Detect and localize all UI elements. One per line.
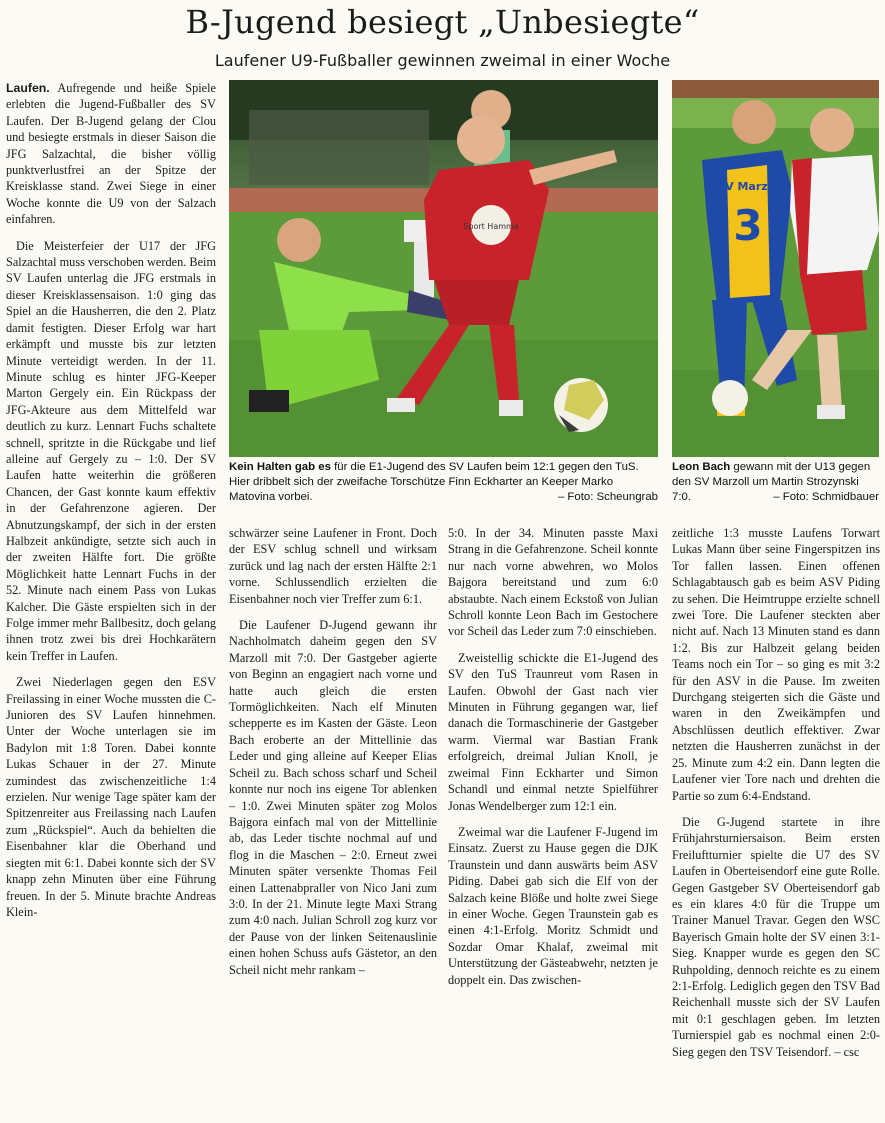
photo-caption-2 [672,460,879,508]
paragraph-4: schwärzer seine Laufener in Front. Doch der ESV schlug schnell und wirksam zurück und lag nach der ersten Hälfte 2:1 vorne. Schlussendlich erzielten die Eisenbahner noch vier Treffer zum 6:1. [229,526,437,606]
text-column-2 [229,525,437,1123]
paragraph-6: 5:0. In der 34. Minuten passte Maxi Strang in die Gefahrenzone. Scheil konnte nur nach vorne abwehren, wo Molos Bajgora bereitstand und zum 6:0 abstaubte. Nach einem Eckstoß von Julian Schroll konnte Leon Bach im Gestochere vor Scheil das Leder zum 7:0 einschieben. [448,526,658,639]
paragraph-3: Zwei Niederlagen gegen den ESV Freilassing in einer Woche mussten die C-Junioren des SV Laufen hinnehmen. Unter der Woche unterlagen sie im Badylon mit 1:8 Toren. Dabei konnte Lukas Schauer in der 27. Minute zumindest das zwischenzeitliche 1:4 erzielen. Nur wenige Tage später kam der Spitzenreiter aus Freilassing nach Laufen zum „Rückspiel“. Auch da behielten die Eisenbahner klar die Oberhand und siegten mit 6:1. Dabei konnte sich der SV knapp zehn Minuten über eine Führung freuen. In der 5. Minute brachte Andreas Klein- [6,675,216,919]
text-column-3 [448,525,658,1123]
dateline: Laufen. [6,81,50,95]
photo-credit-2: – Foto: Schmidbauer [773,491,879,503]
paragraph-5: Die Laufener D-Jugend gewann ihr Nachholmatch daheim gegen den SV Marzoll mit 7:0. Der Gastgeber agierte von Beginn an engagiert nach vorne und hatte auch gleich die ersten Tormöglichkeiten. Nach elf Minuten schepperte es im Kasten der Gäste. Leon Bach eroberte an der Mittellinie das Leder und ging alleine auf Keeper Elias Scheil zu. Bach schoss scharf und Scheil konnte nur noch ins eigene Tor ablenken – 1:0. Zwei Minuten später zog Molos Bajgora einfach mal von der Mittellinie ab, das Leder tischte nochmal auf und flog in die Maschen – 2:0. Erneut zwei Minuten später versenkte Thomas Feil einen Lattenabpraller von Nico Jani zum 3:0. In der 21. Minute legte Maxi Strang zum 4:0 nach. Julian Schroll zog kurz vor der Pause von der linken Seitenauslinie einen hohen Schuss aufs Gästetor, an den Scheil nicht mehr rankam – [229,618,437,977]
paragraph-1-text: Aufregende und heiße Spiele erlebten die Jugend-Fußballer des SV Laufen. Der B-Jugend gelang der Clou und besiegte erstmals in dieser Saison die JFG Salzachtal, die bisher völlig punktverlustfrei an der Spitze der Kreisklasse stand. Zwei Siege in einer Woche konnte die U9 von der Salzach einfahren. [6,81,216,227]
subheadline: Laufener U9-Fußballer gewinnen zweimal in einer Woche [214,51,671,70]
text-column-4 [672,525,880,1123]
photo-caption-1-lead: Kein Halten gab es [229,461,331,473]
paragraph-1 [6,80,216,228]
photo-caption-2-lead: Leon Bach [672,461,731,473]
paragraph-7: Zweistellig schickte die E1-Jugend des SV den TuS Traunreut vom Rasen in Laufen. Obwohl der Gast nach vier Minuten in Führung gegangen war, lief danach die Tormaschinerie der Gastgeber warm. Viermal war Bastian Frank erfolgreich, dreimal Julian Knoll, je zweimal Finn Eckharter und Simon Schandl und einmal netzte Spielführer Jonas Wendelberger zum 12:1 ein. [448,650,658,813]
photo-caption-1 [229,460,658,508]
jersey-text: SV Marzoll [717,180,783,193]
photo-caption-2-text: gewann mit der U13 gegen den SV Marzoll um Martin Strozynski 7:0. [672,461,871,503]
photo-u13-image [672,80,879,457]
paragraph-10: Die G-Jugend startete in ihre Frühjahrsturniersaison. Beim ersten Freiluftturnier spielte die U7 des SV Laufen in Oberteisendorf eine gute Rolle. Gegen Gastgeber SV Oberteisendorf gab es ein klares 4:0 für die Truppe um Trainer Manuel Travar. Gegen den WSC Bayerisch Gmain holte der SV einen 3:1-Sieg. Knapper wurde es gegen den SC Ruhpolding, dennoch reichte es zu einem 2:1-Erfolg. Lediglich gegen den TSV Bad Reichenhall musste sich der SV Laufen mit 0:1 geschlagen geben. Im letzten Turnierspiel gab es nochmal einen 2:0-Sieg gegen den TSV Teisendorf. – csc [672,814,880,1059]
photo-u13 [672,80,879,457]
paragraph-2: Die Meisterfeier der U17 der JFG Salzachtal muss verschoben werden. Beim SV Laufen unterlag die JFG erstmals in dieser Kreisklassensaison. 1:0 ging das Spiel an die Hausherren, die den 2. Platz damit festigten. Dieser Erfolg war hart erkämpft und musste bis zur letzten Minute verteidigt werden. In der 11. Minute schlug es hinter JFG-Keeper Marton Gergely ein. Ein Rückpass der JFG-Akteure aus dem Mittelfeld war deutlich zu kurz. Lennart Fuchs schaltete schnell, spritzte in die Rückgabe und lief alleine auf Gergely zu – 1:0. Der SV Laufen hatte weiterhin die größeren Chancen, der Gast konnte kaum effektiv in der Gefahrenzone agieren. Der Abnutzungskampf, der sich in der ersten Halbzeit ankündigte, setzte sich auch in der zweiten Hälfte fort. Die größte Möglichkeit hatte Lennart Fuchs in der 52. Minute nach einem Pass von Lukas Kalcher. Die Gäste erspielten sich in der Folge immer mehr Ballbesitz, doch gelang ihnen trotz zwei bis drei Hochkarätern kein Treffer in Laufen. [6,238,216,663]
photo-e1-jugend [229,80,658,457]
football [554,378,608,432]
photo-e1-jugend-image [229,80,658,457]
photo-caption-1-text: für die E1-Jugend des SV Laufen beim 12:1 gegen den TuS. Hier dribbelt sich der zweifache Torschütze Finn Eckharter an Keeper Marko Matovina vorbei. [229,461,639,503]
jersey-number: 3 [733,201,763,250]
jersey-sponsor: Sport Hamma [463,222,519,231]
headline: B-Jugend besiegt „Unbesiegte“ [185,3,700,41]
paragraph-8: Zweimal war die Laufener F-Jugend im Einsatz. Zuerst zu Hause gegen die DJK Traunstein und dann auswärts beim ASV Piding. Dabei gab sich die Elf von der Salzach keine Blöße und holte zwei Siege in einer Woche. Gegen Traunstein gab es einen 4:1-Erfolg. Moritz Schmidt und Sozdar Omar Khalaf, zweimal mit Unterstützung der Gästeabwehr, netzten je doppelt ein. Das zwischen- [448,824,658,987]
photo-credit-1: – Foto: Scheungrab [557,491,658,503]
football [712,380,748,416]
text-column-1 [6,80,216,1123]
paragraph-9: zeitliche 1:3 musste Laufens Torwart Lukas Mann über seine Fingerspitzen ins Tor fallen lassen. Einen offenen Schlagabtausch gab es beim ASV Piding zu sehen. Die Heimtruppe erzielte schnell zwei Tore. Die Laufener steckten aber nicht auf. Nach 13 Minuten stand es dann 1:2. Bis zur Halbzeit gelang beiden Teams noch ein Tor – so ging es mit 3:2 für den ASV in die Pause. Im zweiten Durchgang steigerten sich die Gäste und waren in den Zweikämpfen und Abschlüssen deutlich effektiver. Zwar netzten die Hausherren zunächst in der 25. Minute zum 4:2 ein. Dann legten die Laufener vier Tore nach und drehten die Partie so zum 6:4-Endstand. [672,526,880,803]
